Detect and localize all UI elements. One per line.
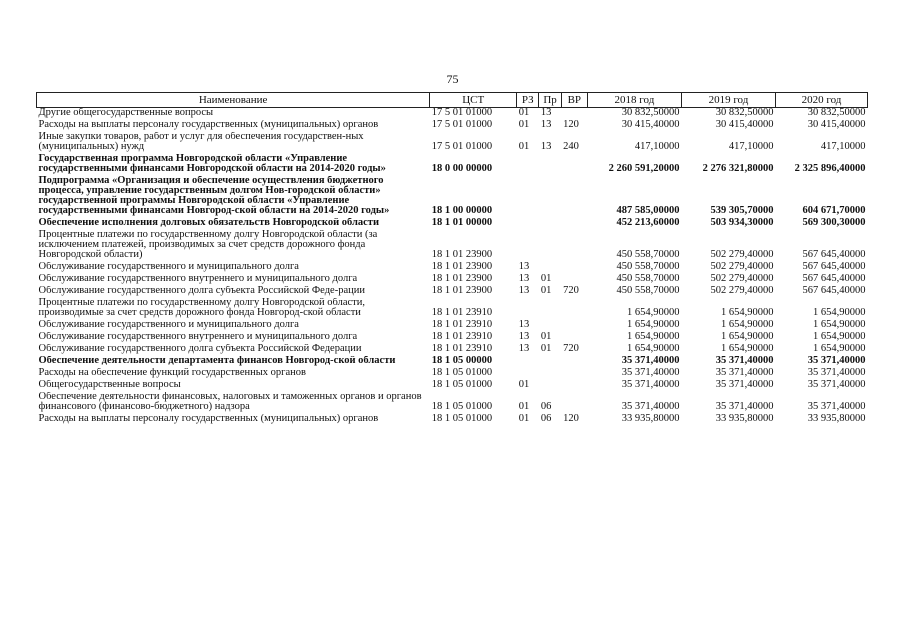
cell-cst: 18 1 01 23910 bbox=[431, 307, 493, 318]
cell-2018: 35 371,40000 bbox=[621, 356, 680, 366]
cell-2019: 30 832,50000 bbox=[715, 107, 774, 118]
cell-cst: 18 1 05 01000 bbox=[431, 380, 493, 390]
cell-cst: 18 1 05 00000 bbox=[431, 356, 493, 366]
table-row bbox=[37, 356, 868, 368]
cell-2019: 30 415,40000 bbox=[715, 120, 774, 130]
cell-2020: 1 654,90000 bbox=[813, 307, 866, 318]
cell-2020: 35 371,40000 bbox=[807, 368, 866, 378]
cell-2019: 502 279,40000 bbox=[710, 262, 774, 272]
cell-rz bbox=[517, 356, 539, 368]
cell-2019: 33 935,80000 bbox=[715, 414, 774, 424]
cell-vr bbox=[561, 320, 587, 332]
cell-2019: 502 279,40000 bbox=[710, 286, 774, 296]
cell-2018: 450 558,70000 bbox=[616, 262, 680, 272]
cell-2018: 35 371,40000 bbox=[621, 401, 680, 412]
table-row bbox=[37, 230, 868, 262]
cell-2019: 1 654,90000 bbox=[720, 320, 774, 330]
cell-2020: 567 645,40000 bbox=[802, 249, 866, 260]
cell-name: Обеспечение деятельности финансовых, налоговых и таможенных органов и органов финансового (финансово-бюджетного) надзора bbox=[38, 392, 422, 412]
header-2020: 2020 год bbox=[775, 93, 867, 108]
cell-2020: 2 325 896,40000 bbox=[794, 163, 866, 174]
cell-2020: 35 371,40000 bbox=[807, 356, 866, 366]
cell-name: Обеспечение исполнения долговых обязательств Новгородской области bbox=[38, 218, 379, 228]
cell-cst: 17 5 01 01000 bbox=[431, 107, 493, 118]
cell-vr bbox=[561, 392, 587, 414]
cell-2020: 567 645,40000 bbox=[802, 262, 866, 272]
cell-name: Подпрограмма «Организация и обеспечение осуществления бюджетного процесса, управление государственным долгом Нов-городской области» государственной программы Новгородской области «Управление государственными финансами Новгород-ской области на 2014-2020 годы» bbox=[38, 176, 390, 216]
header-name: Наименование bbox=[37, 93, 430, 108]
cell-pr: 01 bbox=[540, 286, 552, 296]
cell-vr bbox=[561, 108, 587, 121]
cell-2020: 417,10000 bbox=[820, 141, 866, 152]
cell-pr bbox=[539, 298, 561, 320]
header-pr: Пр bbox=[539, 93, 561, 108]
cell-pr bbox=[539, 176, 561, 218]
table-row bbox=[37, 298, 868, 320]
table-row bbox=[37, 274, 868, 286]
cell-2019: 35 371,40000 bbox=[715, 380, 774, 390]
cell-pr: 13 bbox=[540, 107, 552, 118]
cell-rz: 13 bbox=[518, 320, 530, 330]
cell-pr bbox=[539, 262, 561, 274]
cell-name: Обслуживание государственного долга субъекта Российской Феде-рации bbox=[38, 286, 365, 296]
cell-2019: 35 371,40000 bbox=[715, 356, 774, 366]
cell-vr bbox=[561, 368, 587, 380]
cell-2018: 35 371,40000 bbox=[621, 368, 680, 378]
cell-2018: 30 415,40000 bbox=[621, 120, 680, 130]
cell-pr: 13 bbox=[540, 141, 552, 152]
cell-name: Государственная программа Новгородской области «Управление государственными финансами Новгородской области на 2014-2020 годы» bbox=[38, 154, 386, 174]
cell-2018: 35 371,40000 bbox=[621, 380, 680, 390]
cell-cst: 18 1 01 23900 bbox=[431, 286, 493, 296]
cell-cst: 18 1 01 23900 bbox=[431, 274, 493, 284]
cell-vr: 240 bbox=[563, 141, 579, 152]
cell-name: Иные закупки товаров, работ и услуг для обеспечения государствен-ных (муниципальных) нужд bbox=[38, 132, 364, 152]
cell-name: Обслуживание государственного и муниципального долга bbox=[38, 320, 299, 330]
cell-cst: 18 1 01 23900 bbox=[431, 249, 493, 260]
cell-2020: 569 300,30000 bbox=[802, 218, 866, 228]
table-header-row bbox=[37, 93, 868, 108]
cell-rz: 01 bbox=[518, 401, 530, 412]
cell-2020: 1 654,90000 bbox=[813, 344, 866, 354]
cell-vr bbox=[561, 218, 587, 230]
cell-vr: 720 bbox=[563, 286, 579, 296]
cell-pr: 06 bbox=[540, 414, 552, 424]
cell-pr: 01 bbox=[540, 332, 552, 342]
cell-2020: 35 371,40000 bbox=[807, 401, 866, 412]
cell-2018: 450 558,70000 bbox=[616, 286, 680, 296]
cell-2019: 503 934,30000 bbox=[710, 218, 774, 228]
table-row bbox=[37, 154, 868, 176]
cell-pr bbox=[539, 230, 561, 262]
cell-2018: 30 832,50000 bbox=[621, 107, 680, 118]
cell-rz: 13 bbox=[518, 262, 530, 272]
cell-2018: 33 935,80000 bbox=[621, 414, 680, 424]
table-row bbox=[37, 120, 868, 132]
cell-2019: 1 654,90000 bbox=[720, 332, 774, 342]
cell-2020: 35 371,40000 bbox=[807, 380, 866, 390]
cell-2018: 1 654,90000 bbox=[626, 332, 680, 342]
cell-vr bbox=[561, 262, 587, 274]
cell-vr: 120 bbox=[563, 414, 579, 424]
cell-2019: 2 276 321,80000 bbox=[702, 163, 774, 174]
table-row bbox=[37, 344, 868, 356]
cell-2019: 539 305,70000 bbox=[710, 205, 774, 216]
cell-name: Обслуживание государственного внутреннего и муниципального долга bbox=[38, 274, 358, 284]
cell-2019: 35 371,40000 bbox=[715, 401, 774, 412]
cell-rz bbox=[517, 368, 539, 380]
cell-2019: 502 279,40000 bbox=[710, 274, 774, 284]
table-row bbox=[37, 380, 868, 392]
cell-2019: 1 654,90000 bbox=[720, 307, 774, 318]
cell-pr: 13 bbox=[540, 120, 552, 130]
cell-pr bbox=[539, 218, 561, 230]
cell-name: Обслуживание государственного внутреннего и муниципального долга bbox=[38, 332, 358, 342]
cell-vr bbox=[561, 176, 587, 218]
cell-name: Обслуживание государственного долга субъекта Российской Федерации bbox=[38, 344, 362, 354]
cell-cst: 18 1 01 23910 bbox=[431, 320, 493, 330]
cell-vr bbox=[561, 230, 587, 262]
table-row bbox=[37, 176, 868, 218]
cell-2018: 1 654,90000 bbox=[626, 320, 680, 330]
cell-vr bbox=[561, 380, 587, 392]
cell-2018: 452 213,60000 bbox=[616, 218, 680, 228]
cell-2018: 417,10000 bbox=[634, 141, 680, 152]
cell-cst: 17 5 01 01000 bbox=[431, 120, 493, 130]
cell-rz bbox=[517, 176, 539, 218]
header-2019: 2019 год bbox=[681, 93, 775, 108]
header-2018: 2018 год bbox=[587, 93, 681, 108]
cell-rz: 13 bbox=[518, 332, 530, 342]
cell-cst: 18 1 05 01000 bbox=[431, 368, 493, 378]
cell-2020: 30 832,50000 bbox=[807, 107, 866, 118]
cell-2019: 502 279,40000 bbox=[710, 249, 774, 260]
cell-name: Обеспечение деятельности департамента финансов Новгород-ской области bbox=[38, 356, 396, 366]
cell-2018: 450 558,70000 bbox=[616, 274, 680, 284]
cell-rz bbox=[517, 298, 539, 320]
header-rz: РЗ bbox=[517, 93, 539, 108]
table-row bbox=[37, 132, 868, 154]
cell-cst: 18 1 01 23910 bbox=[431, 344, 493, 354]
cell-name: Процентные платежи по государственному долгу Новгородской области, производимые за счет средств дорожного фонда Новгород-ской области bbox=[38, 298, 365, 318]
cell-2019: 417,10000 bbox=[728, 141, 774, 152]
cell-rz bbox=[517, 218, 539, 230]
cell-pr bbox=[539, 368, 561, 380]
cell-vr: 720 bbox=[563, 344, 579, 354]
header-vr: ВР bbox=[561, 93, 587, 108]
cell-cst: 18 0 00 00000 bbox=[431, 163, 493, 174]
table-row bbox=[37, 332, 868, 344]
cell-rz: 13 bbox=[518, 286, 530, 296]
cell-2018: 1 654,90000 bbox=[626, 344, 680, 354]
cell-name: Расходы на обеспечение функций государственных органов bbox=[38, 368, 306, 378]
cell-vr bbox=[561, 356, 587, 368]
cell-2020: 1 654,90000 bbox=[813, 332, 866, 342]
cell-rz: 01 bbox=[518, 414, 530, 424]
cell-pr: 01 bbox=[540, 274, 552, 284]
cell-name: Обслуживание государственного и муниципального долга bbox=[38, 262, 299, 272]
cell-rz: 01 bbox=[518, 107, 530, 118]
cell-rz: 01 bbox=[518, 120, 530, 130]
cell-2020: 1 654,90000 bbox=[813, 320, 866, 330]
cell-cst: 18 1 01 00000 bbox=[431, 218, 493, 228]
cell-name: Общегосударственные вопросы bbox=[38, 380, 181, 390]
cell-rz bbox=[517, 230, 539, 262]
cell-2020: 33 935,80000 bbox=[807, 414, 866, 424]
cell-2019: 35 371,40000 bbox=[715, 368, 774, 378]
cell-cst: 18 1 05 01000 bbox=[431, 401, 493, 412]
cell-name: Расходы на выплаты персоналу государственных (муниципальных) органов bbox=[38, 414, 379, 424]
cell-vr bbox=[561, 154, 587, 176]
table-row bbox=[37, 108, 868, 121]
cell-name: Процентные платежи по государственному долгу Новгородской области (за исключением платежей, производимых за счет средств дорожного фонда Новгородской области) bbox=[38, 230, 378, 260]
cell-cst: 18 1 05 01000 bbox=[431, 414, 493, 424]
cell-name: Другие общегосударственные вопросы bbox=[38, 107, 214, 118]
cell-rz: 13 bbox=[518, 344, 530, 354]
cell-2018: 487 585,00000 bbox=[616, 205, 680, 216]
cell-cst: 18 1 01 23900 bbox=[431, 262, 493, 272]
cell-2020: 30 415,40000 bbox=[807, 120, 866, 130]
cell-rz: 13 bbox=[518, 274, 530, 284]
cell-cst: 17 5 01 01000 bbox=[431, 141, 493, 152]
table-body bbox=[37, 108, 868, 427]
cell-2018: 1 654,90000 bbox=[626, 307, 680, 318]
budget-table bbox=[36, 92, 868, 426]
table-row bbox=[37, 392, 868, 414]
cell-2020: 567 645,40000 bbox=[802, 274, 866, 284]
cell-2018: 2 260 591,20000 bbox=[608, 163, 680, 174]
cell-pr: 06 bbox=[540, 401, 552, 412]
header-cst: ЦСТ bbox=[430, 93, 517, 108]
table-row bbox=[37, 286, 868, 298]
cell-rz: 01 bbox=[518, 141, 530, 152]
cell-2020: 567 645,40000 bbox=[802, 286, 866, 296]
cell-pr bbox=[539, 380, 561, 392]
table-row bbox=[37, 368, 868, 380]
page-number: 75 bbox=[446, 72, 459, 86]
cell-vr bbox=[561, 274, 587, 286]
table-row bbox=[37, 414, 868, 426]
table-row bbox=[37, 262, 868, 274]
cell-cst: 18 1 01 23910 bbox=[431, 332, 493, 342]
table-row bbox=[37, 320, 868, 332]
cell-cst: 18 1 00 00000 bbox=[431, 205, 493, 216]
cell-rz bbox=[517, 154, 539, 176]
cell-pr: 01 bbox=[540, 344, 552, 354]
cell-pr bbox=[539, 154, 561, 176]
cell-rz: 01 bbox=[518, 380, 530, 390]
table-row bbox=[37, 218, 868, 230]
cell-vr bbox=[561, 332, 587, 344]
cell-2019: 1 654,90000 bbox=[720, 344, 774, 354]
cell-pr bbox=[539, 320, 561, 332]
cell-vr bbox=[561, 298, 587, 320]
cell-pr bbox=[539, 356, 561, 368]
cell-2020: 604 671,70000 bbox=[802, 205, 866, 216]
cell-2018: 450 558,70000 bbox=[616, 249, 680, 260]
cell-name: Расходы на выплаты персоналу государственных (муниципальных) органов bbox=[38, 120, 379, 130]
cell-vr: 120 bbox=[563, 120, 579, 130]
